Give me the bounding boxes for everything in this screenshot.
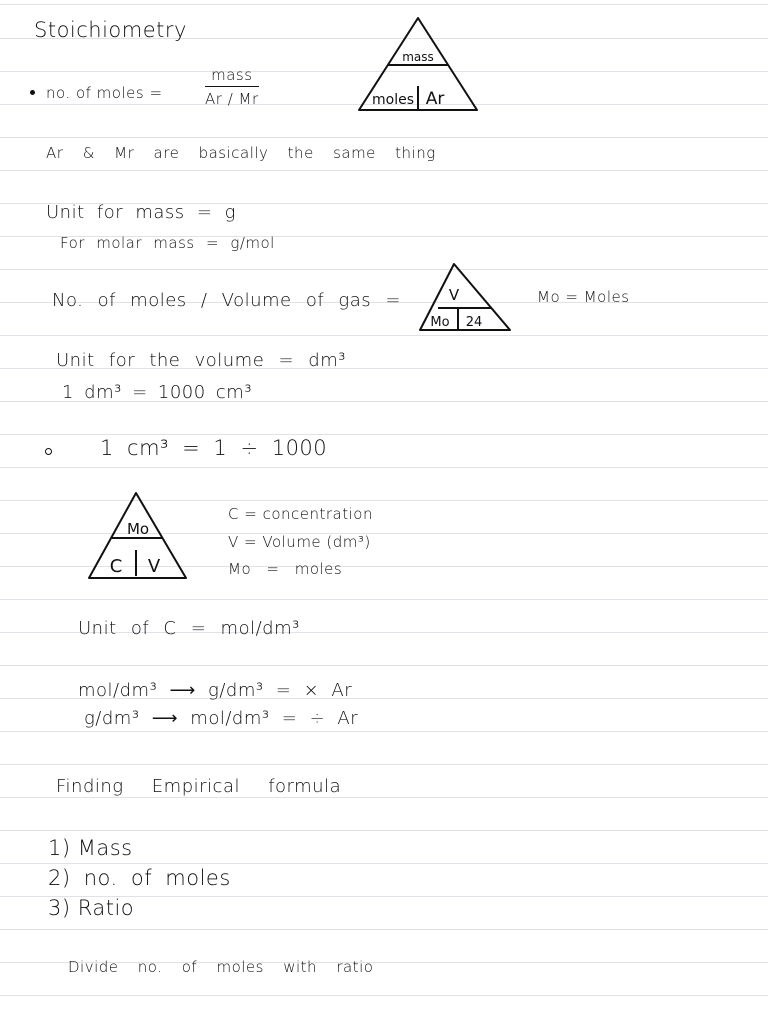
conc-triangle-right: V bbox=[147, 556, 161, 577]
page-title: Stoichiometry bbox=[34, 18, 187, 42]
moles-fraction bbox=[205, 66, 259, 108]
step-ratio: 3) Ratio bbox=[48, 896, 135, 920]
ar-mr-note: Ar & Mr are basically the same thing bbox=[46, 144, 436, 162]
concentration-triangle-diagram bbox=[86, 490, 190, 582]
mo-moles-note: Mo = Moles bbox=[537, 288, 630, 306]
bullet-dot bbox=[30, 90, 35, 95]
key-concentration: C = concentration bbox=[228, 505, 373, 523]
key-moles: Mo = moles bbox=[228, 560, 343, 578]
gas-triangle-top: V bbox=[448, 286, 460, 304]
moles-formula-lhs: no. of moles = bbox=[46, 84, 163, 102]
gas-triangle-diagram bbox=[414, 262, 514, 334]
conc-triangle-left: C bbox=[109, 556, 123, 577]
unit-volume-line: Unit for the volume = dm³ bbox=[56, 350, 346, 371]
mass-triangle-left: moles bbox=[372, 92, 414, 108]
fraction-numerator: mass bbox=[205, 66, 259, 87]
molar-mass-line: For molar mass = g/mol bbox=[60, 234, 275, 252]
unit-mass-line: Unit for mass = g bbox=[46, 202, 236, 223]
mass-triangle-right: Ar bbox=[425, 89, 445, 109]
unit-concentration-line: Unit of C = mol/dm³ bbox=[78, 618, 300, 639]
step-mass: 1) Mass bbox=[48, 836, 133, 860]
conversion-line-1: mol/dm³ ⟶ g/dm³ = × Ar bbox=[78, 680, 353, 701]
gas-triangle-left: Mo bbox=[430, 315, 450, 330]
gas-volume-line: No. of moles / Volume of gas = bbox=[52, 290, 401, 311]
mass-triangle-top: mass bbox=[402, 50, 434, 64]
conc-triangle-top: Mo bbox=[126, 520, 150, 538]
gas-triangle-right: 24 bbox=[465, 315, 483, 330]
key-volume: V = Volume (dm³) bbox=[228, 533, 371, 551]
fraction-denominator: Ar / Mr bbox=[205, 90, 259, 108]
cm-convert-line: 1 cm³ = 1 ÷ 1000 bbox=[100, 436, 328, 460]
conversion-line-2: g/dm³ ⟶ mol/dm³ = ÷ Ar bbox=[84, 708, 359, 729]
mass-triangle-diagram bbox=[355, 16, 485, 116]
empirical-heading: Finding Empirical formula bbox=[56, 776, 342, 797]
step-moles: 2) no. of moles bbox=[48, 866, 231, 890]
dm-cm-line: 1 dm³ = 1000 cm³ bbox=[62, 382, 253, 403]
divide-note: Divide no. of moles with ratio bbox=[68, 958, 374, 976]
bullet-circle bbox=[45, 448, 52, 455]
